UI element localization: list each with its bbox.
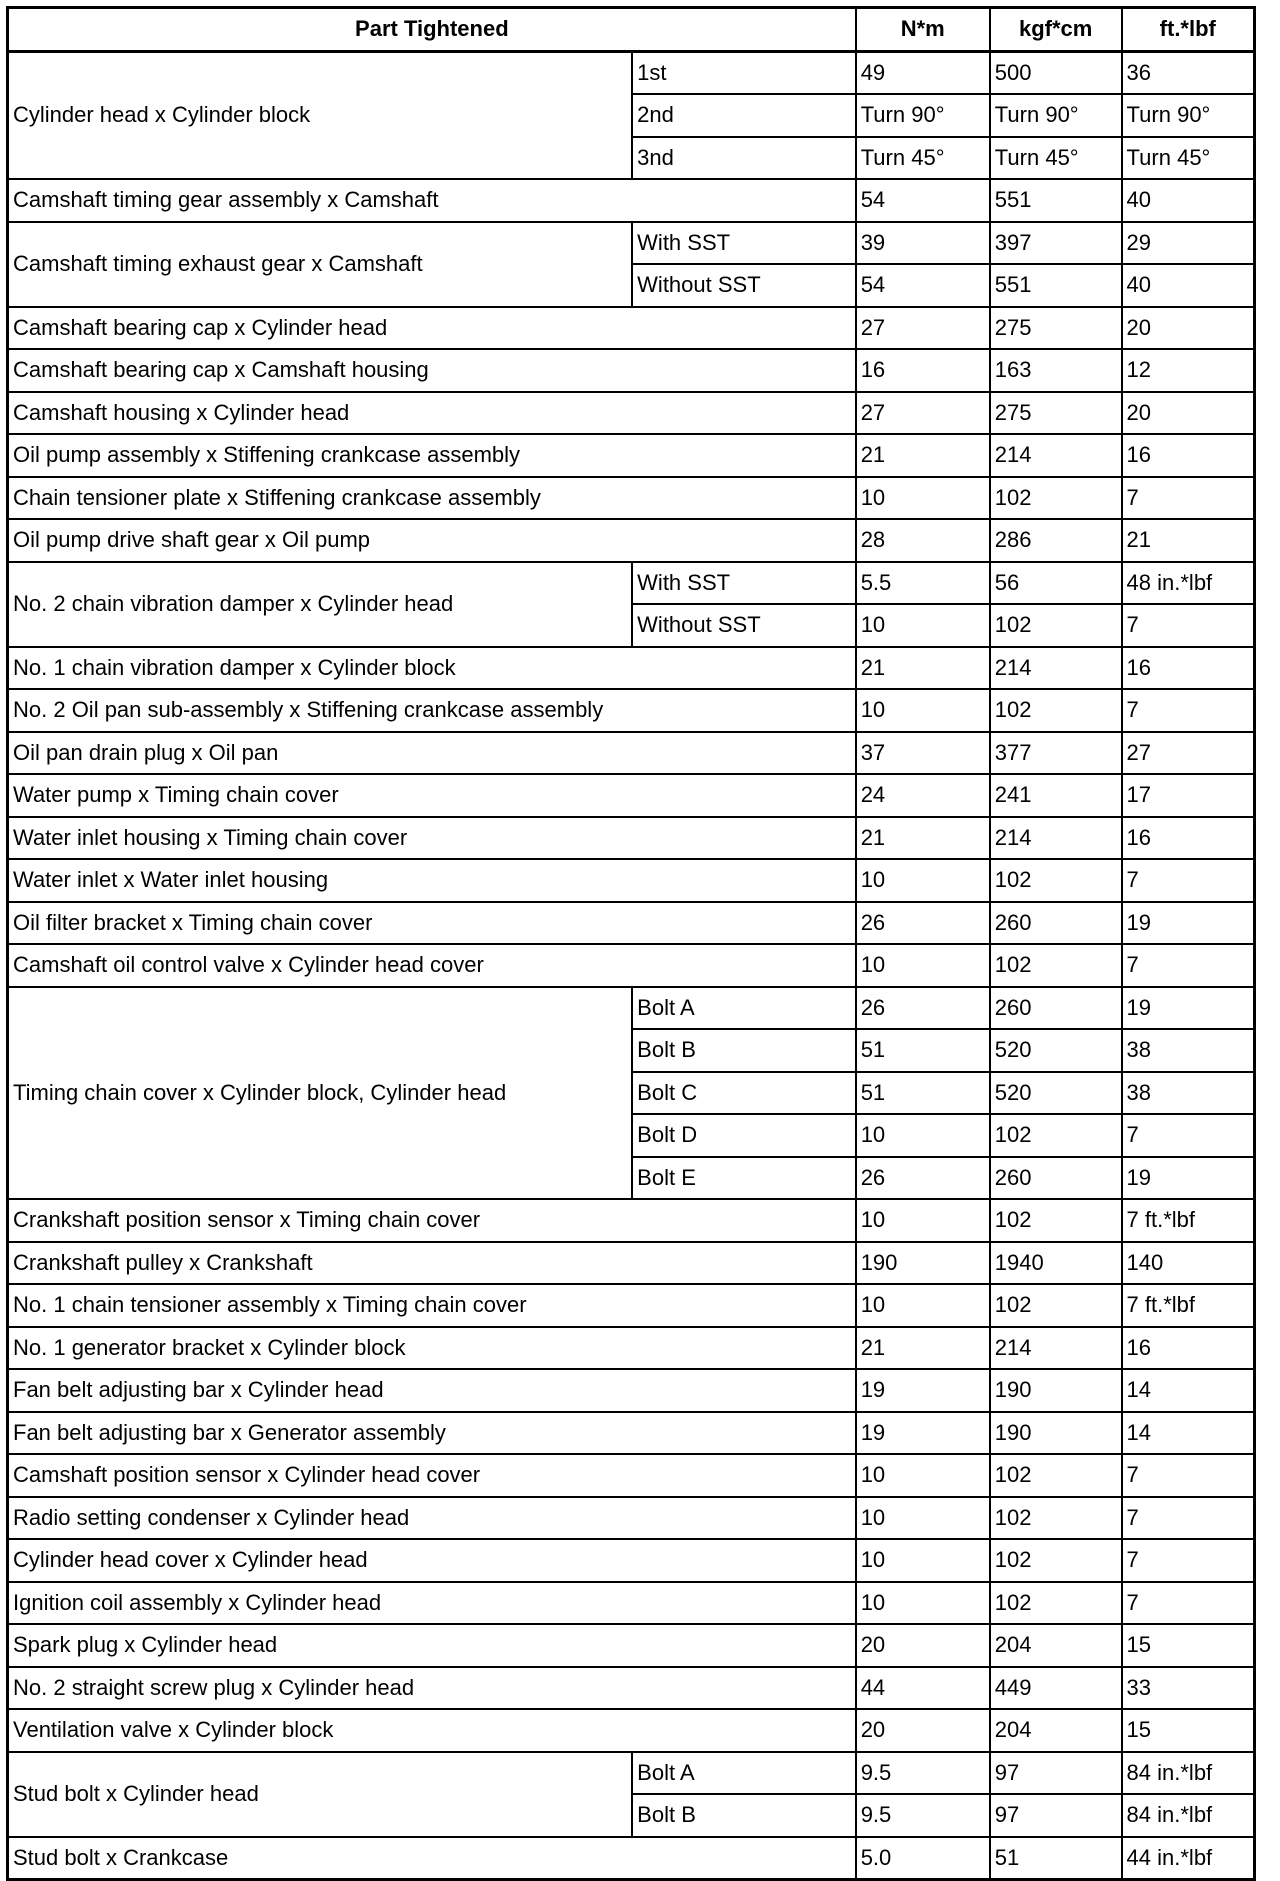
- table-row: [8, 732, 1255, 775]
- nm-value-cell: 5.0: [856, 1837, 990, 1880]
- kgf-cm-value-cell: 102: [990, 477, 1122, 520]
- table-row: [8, 987, 1255, 1030]
- ft-lbf-value-cell: 20: [1122, 307, 1255, 350]
- ft-lbf-value-cell: 7: [1122, 1114, 1255, 1157]
- table-row: [8, 774, 1255, 817]
- nm-value-cell: 37: [856, 732, 990, 775]
- kgf-cm-value-cell: 551: [990, 179, 1122, 222]
- part-name-cell: Camshaft bearing cap x Cylinder head: [8, 307, 856, 350]
- kgf-cm-value-cell: 275: [990, 307, 1122, 350]
- ft-lbf-value-cell: 7 ft.*lbf: [1122, 1199, 1255, 1242]
- kgf-cm-value-cell: 449: [990, 1667, 1122, 1710]
- ft-lbf-value-cell: 36: [1122, 51, 1255, 94]
- table-row: [8, 562, 1255, 605]
- table-row: [8, 179, 1255, 222]
- kgf-cm-value-cell: Turn 45°: [990, 137, 1122, 180]
- kgf-cm-value-cell: 286: [990, 519, 1122, 562]
- table-row: [8, 519, 1255, 562]
- ft-lbf-value-cell: 15: [1122, 1624, 1255, 1667]
- ft-lbf-value-cell: 7: [1122, 477, 1255, 520]
- nm-value-cell: 10: [856, 1114, 990, 1157]
- part-name-cell: Timing chain cover x Cylinder block, Cylinder head: [8, 987, 633, 1200]
- nm-value-cell: 9.5: [856, 1752, 990, 1795]
- part-name-cell: Oil pump drive shaft gear x Oil pump: [8, 519, 856, 562]
- nm-value-cell: 10: [856, 1539, 990, 1582]
- part-name-cell: Chain tensioner plate x Stiffening crankcase assembly: [8, 477, 856, 520]
- sub-condition-cell: Bolt D: [632, 1114, 856, 1157]
- nm-value-cell: 27: [856, 392, 990, 435]
- kgf-cm-value-cell: 520: [990, 1072, 1122, 1115]
- part-name-cell: Stud bolt x Cylinder head: [8, 1752, 633, 1837]
- ft-lbf-value-cell: 27: [1122, 732, 1255, 775]
- kgf-cm-value-cell: 214: [990, 434, 1122, 477]
- table-header: [8, 8, 1255, 52]
- ft-lbf-value-cell: Turn 90°: [1122, 94, 1255, 137]
- kgf-cm-value-cell: 102: [990, 1114, 1122, 1157]
- sub-condition-cell: Bolt E: [632, 1157, 856, 1200]
- header-part-tightened: Part Tightened: [8, 8, 856, 52]
- nm-value-cell: 20: [856, 1624, 990, 1667]
- kgf-cm-value-cell: 102: [990, 1539, 1122, 1582]
- sub-condition-cell: 3nd: [632, 137, 856, 180]
- sub-condition-cell: With SST: [632, 562, 856, 605]
- table-row: [8, 1284, 1255, 1327]
- ft-lbf-value-cell: 33: [1122, 1667, 1255, 1710]
- nm-value-cell: 5.5: [856, 562, 990, 605]
- kgf-cm-value-cell: Turn 90°: [990, 94, 1122, 137]
- table-row: [8, 1539, 1255, 1582]
- part-name-cell: Camshaft bearing cap x Camshaft housing: [8, 349, 856, 392]
- kgf-cm-value-cell: 260: [990, 1157, 1122, 1200]
- part-name-cell: No. 1 generator bracket x Cylinder block: [8, 1327, 856, 1370]
- kgf-cm-value-cell: 214: [990, 817, 1122, 860]
- kgf-cm-value-cell: 241: [990, 774, 1122, 817]
- part-name-cell: Spark plug x Cylinder head: [8, 1624, 856, 1667]
- part-name-cell: Oil pan drain plug x Oil pan: [8, 732, 856, 775]
- nm-value-cell: 26: [856, 987, 990, 1030]
- ft-lbf-value-cell: 48 in.*lbf: [1122, 562, 1255, 605]
- header-kgf-cm: kgf*cm: [990, 8, 1122, 52]
- table-row: [8, 1497, 1255, 1540]
- nm-value-cell: 9.5: [856, 1794, 990, 1837]
- nm-value-cell: 28: [856, 519, 990, 562]
- table-row: [8, 477, 1255, 520]
- table-row: [8, 1199, 1255, 1242]
- kgf-cm-value-cell: 190: [990, 1369, 1122, 1412]
- nm-value-cell: 54: [856, 179, 990, 222]
- table-row: [8, 307, 1255, 350]
- kgf-cm-value-cell: 102: [990, 1582, 1122, 1625]
- ft-lbf-value-cell: 7: [1122, 859, 1255, 902]
- kgf-cm-value-cell: 204: [990, 1624, 1122, 1667]
- kgf-cm-value-cell: 97: [990, 1752, 1122, 1795]
- nm-value-cell: 10: [856, 689, 990, 732]
- table-row: [8, 1624, 1255, 1667]
- kgf-cm-value-cell: 102: [990, 1454, 1122, 1497]
- nm-value-cell: 51: [856, 1029, 990, 1072]
- part-name-cell: Oil pump assembly x Stiffening crankcase assembly: [8, 434, 856, 477]
- nm-value-cell: 19: [856, 1369, 990, 1412]
- ft-lbf-value-cell: 14: [1122, 1369, 1255, 1412]
- table-row: [8, 434, 1255, 477]
- ft-lbf-value-cell: 29: [1122, 222, 1255, 265]
- nm-value-cell: 21: [856, 434, 990, 477]
- table-row: [8, 1837, 1255, 1880]
- nm-value-cell: 44: [856, 1667, 990, 1710]
- part-name-cell: No. 1 chain vibration damper x Cylinder block: [8, 647, 856, 690]
- ft-lbf-value-cell: 19: [1122, 987, 1255, 1030]
- kgf-cm-value-cell: 102: [990, 689, 1122, 732]
- header-nm: N*m: [856, 8, 990, 52]
- nm-value-cell: 16: [856, 349, 990, 392]
- part-name-cell: No. 2 Oil pan sub-assembly x Stiffening crankcase assembly: [8, 689, 856, 732]
- ft-lbf-value-cell: 7: [1122, 1539, 1255, 1582]
- part-name-cell: Camshaft oil control valve x Cylinder head cover: [8, 944, 856, 987]
- kgf-cm-value-cell: 1940: [990, 1242, 1122, 1285]
- kgf-cm-value-cell: 204: [990, 1709, 1122, 1752]
- ft-lbf-value-cell: 17: [1122, 774, 1255, 817]
- ft-lbf-value-cell: 16: [1122, 1327, 1255, 1370]
- ft-lbf-value-cell: 19: [1122, 902, 1255, 945]
- kgf-cm-value-cell: 214: [990, 647, 1122, 690]
- part-name-cell: Fan belt adjusting bar x Cylinder head: [8, 1369, 856, 1412]
- part-name-cell: Crankshaft pulley x Crankshaft: [8, 1242, 856, 1285]
- part-name-cell: Water inlet housing x Timing chain cover: [8, 817, 856, 860]
- table-row: [8, 1752, 1255, 1795]
- nm-value-cell: 21: [856, 1327, 990, 1370]
- kgf-cm-value-cell: 102: [990, 944, 1122, 987]
- part-name-cell: Ignition coil assembly x Cylinder head: [8, 1582, 856, 1625]
- ft-lbf-value-cell: Turn 45°: [1122, 137, 1255, 180]
- table-row: [8, 1369, 1255, 1412]
- ft-lbf-value-cell: 7: [1122, 1582, 1255, 1625]
- kgf-cm-value-cell: 163: [990, 349, 1122, 392]
- kgf-cm-value-cell: 214: [990, 1327, 1122, 1370]
- part-name-cell: No. 2 chain vibration damper x Cylinder head: [8, 562, 633, 647]
- sub-condition-cell: Bolt C: [632, 1072, 856, 1115]
- ft-lbf-value-cell: 7: [1122, 604, 1255, 647]
- torque-specification-table: [6, 6, 1256, 1881]
- part-name-cell: Oil filter bracket x Timing chain cover: [8, 902, 856, 945]
- ft-lbf-value-cell: 140: [1122, 1242, 1255, 1285]
- part-name-cell: Cylinder head cover x Cylinder head: [8, 1539, 856, 1582]
- nm-value-cell: 10: [856, 944, 990, 987]
- table-row: [8, 1709, 1255, 1752]
- sub-condition-cell: Bolt B: [632, 1794, 856, 1837]
- kgf-cm-value-cell: 551: [990, 264, 1122, 307]
- nm-value-cell: 10: [856, 1284, 990, 1327]
- kgf-cm-value-cell: 102: [990, 1199, 1122, 1242]
- kgf-cm-value-cell: 102: [990, 859, 1122, 902]
- ft-lbf-value-cell: 16: [1122, 434, 1255, 477]
- sub-condition-cell: 1st: [632, 51, 856, 94]
- kgf-cm-value-cell: 51: [990, 1837, 1122, 1880]
- sub-condition-cell: With SST: [632, 222, 856, 265]
- part-name-cell: Crankshaft position sensor x Timing chain cover: [8, 1199, 856, 1242]
- table-row: [8, 349, 1255, 392]
- table-row: [8, 859, 1255, 902]
- part-name-cell: Ventilation valve x Cylinder block: [8, 1709, 856, 1752]
- header-row: [8, 8, 1255, 52]
- nm-value-cell: 190: [856, 1242, 990, 1285]
- nm-value-cell: 21: [856, 647, 990, 690]
- nm-value-cell: 21: [856, 817, 990, 860]
- ft-lbf-value-cell: 16: [1122, 647, 1255, 690]
- ft-lbf-value-cell: 40: [1122, 264, 1255, 307]
- nm-value-cell: 26: [856, 902, 990, 945]
- ft-lbf-value-cell: 12: [1122, 349, 1255, 392]
- part-name-cell: Camshaft timing gear assembly x Camshaft: [8, 179, 856, 222]
- ft-lbf-value-cell: 7: [1122, 1497, 1255, 1540]
- ft-lbf-value-cell: 38: [1122, 1029, 1255, 1072]
- part-name-cell: Stud bolt x Crankcase: [8, 1837, 856, 1880]
- kgf-cm-value-cell: 97: [990, 1794, 1122, 1837]
- nm-value-cell: 39: [856, 222, 990, 265]
- nm-value-cell: 10: [856, 477, 990, 520]
- table-row: [8, 902, 1255, 945]
- nm-value-cell: 10: [856, 1582, 990, 1625]
- kgf-cm-value-cell: 190: [990, 1412, 1122, 1455]
- part-name-cell: No. 2 straight screw plug x Cylinder head: [8, 1667, 856, 1710]
- sub-condition-cell: Bolt B: [632, 1029, 856, 1072]
- kgf-cm-value-cell: 377: [990, 732, 1122, 775]
- part-name-cell: Fan belt adjusting bar x Generator assembly: [8, 1412, 856, 1455]
- nm-value-cell: 24: [856, 774, 990, 817]
- ft-lbf-value-cell: 19: [1122, 1157, 1255, 1200]
- kgf-cm-value-cell: 500: [990, 51, 1122, 94]
- nm-value-cell: 10: [856, 1199, 990, 1242]
- table-row: [8, 689, 1255, 732]
- kgf-cm-value-cell: 260: [990, 902, 1122, 945]
- kgf-cm-value-cell: 102: [990, 1497, 1122, 1540]
- nm-value-cell: 26: [856, 1157, 990, 1200]
- ft-lbf-value-cell: 21: [1122, 519, 1255, 562]
- nm-value-cell: 10: [856, 859, 990, 902]
- table-body: [8, 51, 1255, 1880]
- ft-lbf-value-cell: 84 in.*lbf: [1122, 1794, 1255, 1837]
- ft-lbf-value-cell: 15: [1122, 1709, 1255, 1752]
- kgf-cm-value-cell: 397: [990, 222, 1122, 265]
- ft-lbf-value-cell: 7: [1122, 689, 1255, 732]
- ft-lbf-value-cell: 40: [1122, 179, 1255, 222]
- ft-lbf-value-cell: 7 ft.*lbf: [1122, 1284, 1255, 1327]
- table-row: [8, 647, 1255, 690]
- nm-value-cell: 27: [856, 307, 990, 350]
- table-row: [8, 1582, 1255, 1625]
- part-name-cell: Camshaft housing x Cylinder head: [8, 392, 856, 435]
- sub-condition-cell: Bolt A: [632, 987, 856, 1030]
- sub-condition-cell: Bolt A: [632, 1752, 856, 1795]
- table-row: [8, 944, 1255, 987]
- part-name-cell: Camshaft position sensor x Cylinder head cover: [8, 1454, 856, 1497]
- part-name-cell: Radio setting condenser x Cylinder head: [8, 1497, 856, 1540]
- kgf-cm-value-cell: 56: [990, 562, 1122, 605]
- sub-condition-cell: Without SST: [632, 264, 856, 307]
- ft-lbf-value-cell: 7: [1122, 1454, 1255, 1497]
- kgf-cm-value-cell: 260: [990, 987, 1122, 1030]
- table-row: [8, 1327, 1255, 1370]
- ft-lbf-value-cell: 20: [1122, 392, 1255, 435]
- table-row: [8, 817, 1255, 860]
- ft-lbf-value-cell: 84 in.*lbf: [1122, 1752, 1255, 1795]
- table-row: [8, 1242, 1255, 1285]
- table-row: [8, 1412, 1255, 1455]
- ft-lbf-value-cell: 44 in.*lbf: [1122, 1837, 1255, 1880]
- table-row: [8, 51, 1255, 94]
- ft-lbf-value-cell: 38: [1122, 1072, 1255, 1115]
- ft-lbf-value-cell: 16: [1122, 817, 1255, 860]
- table-row: [8, 392, 1255, 435]
- nm-value-cell: Turn 90°: [856, 94, 990, 137]
- nm-value-cell: 10: [856, 604, 990, 647]
- header-ft-lbf: ft.*lbf: [1122, 8, 1255, 52]
- part-name-cell: Camshaft timing exhaust gear x Camshaft: [8, 222, 633, 307]
- kgf-cm-value-cell: 520: [990, 1029, 1122, 1072]
- part-name-cell: Cylinder head x Cylinder block: [8, 51, 633, 179]
- nm-value-cell: Turn 45°: [856, 137, 990, 180]
- table-row: [8, 222, 1255, 265]
- kgf-cm-value-cell: 275: [990, 392, 1122, 435]
- part-name-cell: No. 1 chain tensioner assembly x Timing chain cover: [8, 1284, 856, 1327]
- sub-condition-cell: 2nd: [632, 94, 856, 137]
- nm-value-cell: 10: [856, 1497, 990, 1540]
- ft-lbf-value-cell: 7: [1122, 944, 1255, 987]
- part-name-cell: Water inlet x Water inlet housing: [8, 859, 856, 902]
- nm-value-cell: 20: [856, 1709, 990, 1752]
- nm-value-cell: 19: [856, 1412, 990, 1455]
- table-row: [8, 1667, 1255, 1710]
- table-row: [8, 1454, 1255, 1497]
- sub-condition-cell: Without SST: [632, 604, 856, 647]
- ft-lbf-value-cell: 14: [1122, 1412, 1255, 1455]
- nm-value-cell: 51: [856, 1072, 990, 1115]
- nm-value-cell: 54: [856, 264, 990, 307]
- nm-value-cell: 49: [856, 51, 990, 94]
- kgf-cm-value-cell: 102: [990, 1284, 1122, 1327]
- kgf-cm-value-cell: 102: [990, 604, 1122, 647]
- nm-value-cell: 10: [856, 1454, 990, 1497]
- part-name-cell: Water pump x Timing chain cover: [8, 774, 856, 817]
